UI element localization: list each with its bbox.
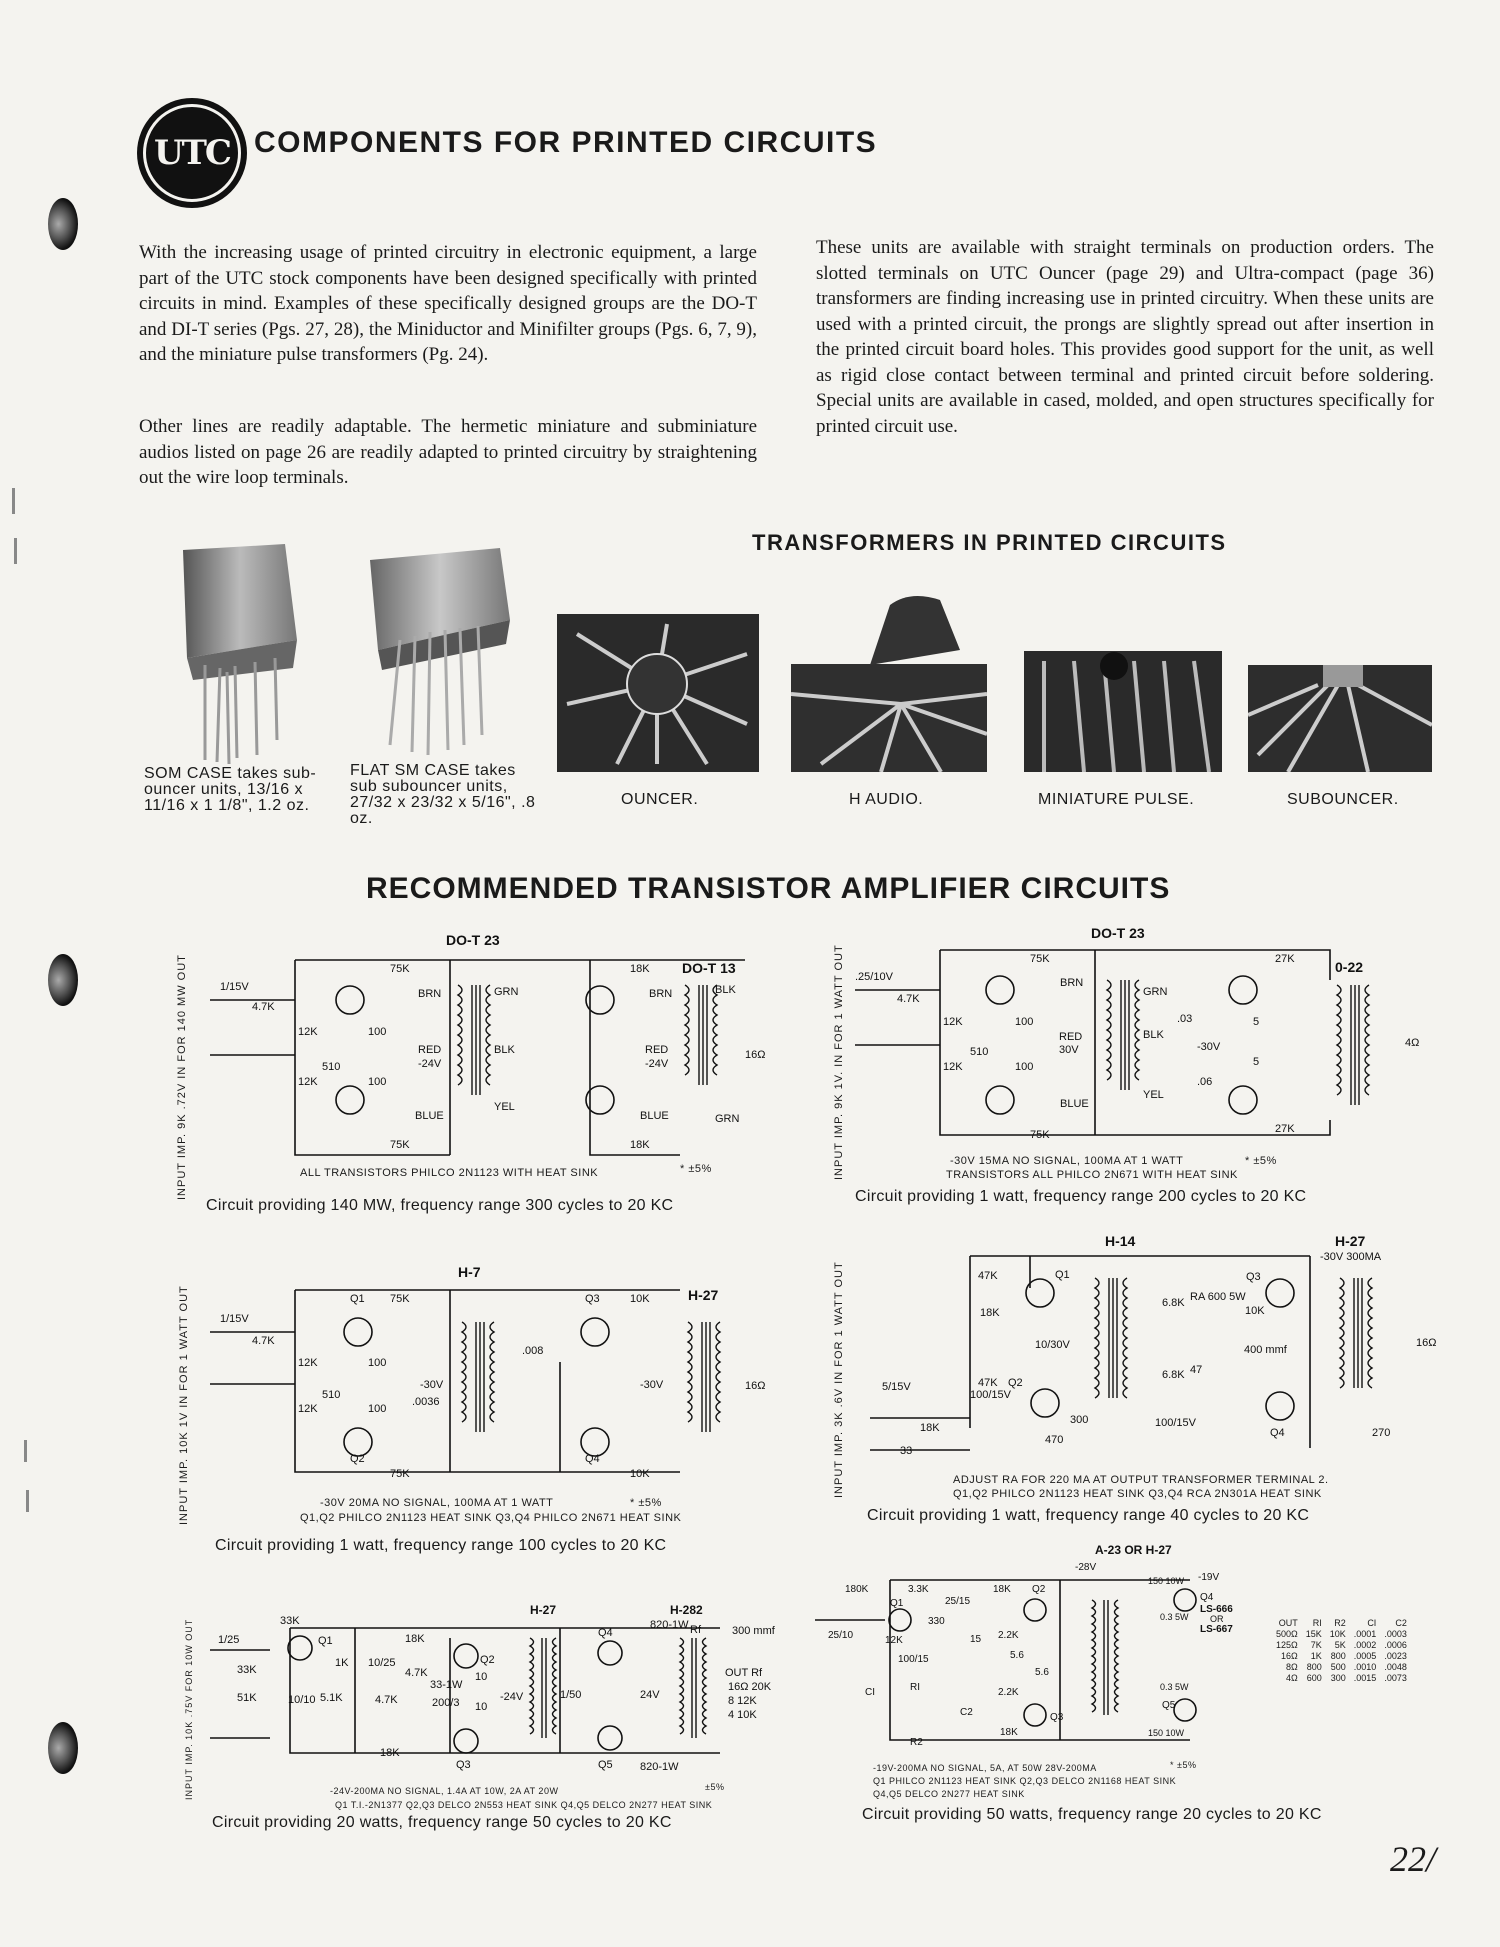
table-row: 125Ω 7K 5K .0002 .0006 — [1276, 1640, 1407, 1650]
circuit-5-note: -24V-200MA NO SIGNAL, 1.4A AT 10W, 2A AT 20W — [330, 1786, 559, 1796]
svg-text:C2: C2 — [960, 1707, 973, 1718]
svg-text:0.3 5W: 0.3 5W — [1160, 1612, 1189, 1622]
svg-text:Q4: Q4 — [585, 1453, 600, 1465]
svg-text:10/10: 10/10 — [288, 1694, 316, 1706]
svg-text:510: 510 — [970, 1046, 989, 1058]
svg-text:5: 5 — [1253, 1016, 1260, 1028]
circuit-6-transistor-note: Q1 PHILCO 2N1123 HEAT SINK Q2,Q3 DELCO 2N1168 HEAT SINK — [873, 1776, 1177, 1786]
svg-text:0-22: 0-22 — [1335, 959, 1364, 975]
svg-text:1/15V: 1/15V — [220, 1313, 249, 1325]
circuit-2-schematic — [845, 920, 1445, 1170]
svg-text:YEL: YEL — [494, 1101, 515, 1113]
flat-sm-case-photo — [360, 540, 520, 765]
circuit-3-schematic — [200, 1262, 770, 1510]
svg-text:Q5: Q5 — [1162, 1700, 1176, 1711]
circuit-2-caption: Circuit providing 1 watt, frequency range 200 cycles to 20 KC — [855, 1188, 1307, 1205]
circuit-6-note: -19V-200MA NO SIGNAL, 5A, AT 50W 28V-200MA — [873, 1763, 1097, 1773]
intro-left-paragraph-1: With the increasing usage of printed circuitry in electronic equipment, a large part of the UTC stock components have been designed specifically with printed circuits in mind. Examples of these specifically designed groups are the DO-T and DI-T series (Pgs. 27, 28), the Miniductor and Minifilter groups (Pgs. 6, 7, 9), and the miniature pulse transformers (Pg. 24). — [139, 242, 757, 365]
svg-text:OR: OR — [1210, 1614, 1224, 1624]
svg-text:Q3: Q3 — [1246, 1271, 1261, 1283]
svg-text:-24V: -24V — [418, 1058, 442, 1070]
table-row: 8Ω 800 500 .0010 .0048 — [1286, 1662, 1407, 1672]
svg-text:150 10W: 150 10W — [1148, 1576, 1185, 1586]
binder-hole — [48, 954, 78, 1006]
miniature-pulse-photo — [1024, 651, 1222, 772]
circuit-2-note: -30V 15MA NO SIGNAL, 100MA AT 1 WATT — [950, 1155, 1184, 1167]
svg-text:16Ω: 16Ω — [745, 1380, 766, 1392]
circuit-5-input-label: INPUT IMP. 10K .75V FOR 10W OUT — [184, 1618, 194, 1800]
svg-text:BRN: BRN — [649, 988, 673, 1000]
svg-text:Q3: Q3 — [1050, 1712, 1064, 1723]
svg-text:RI: RI — [910, 1682, 920, 1693]
svg-text:47: 47 — [1190, 1364, 1203, 1376]
svg-text:10K: 10K — [1245, 1305, 1265, 1317]
svg-text:100: 100 — [368, 1403, 387, 1415]
h-audio-photo — [791, 664, 987, 772]
svg-text:470: 470 — [1045, 1434, 1064, 1446]
svg-text:4 10K: 4 10K — [728, 1709, 757, 1721]
circuit-5-caption: Circuit providing 20 watts, frequency range 50 cycles to 20 KC — [212, 1814, 672, 1831]
subouncer-photo — [1248, 665, 1432, 772]
circuit-4-schematic — [860, 1228, 1440, 1473]
svg-text:180K: 180K — [845, 1584, 869, 1595]
svg-text:270: 270 — [1372, 1427, 1391, 1439]
circuit-4-note: ADJUST RA FOR 220 MA AT OUTPUT TRANSFORMER TERMINAL 2. — [953, 1474, 1329, 1486]
svg-text:75K: 75K — [1030, 1129, 1050, 1141]
svg-text:-28V: -28V — [1075, 1562, 1097, 1573]
svg-text:12K: 12K — [943, 1061, 963, 1073]
svg-text:.0036: .0036 — [412, 1396, 440, 1408]
svg-text:510: 510 — [322, 1061, 341, 1073]
circuit-6-transistor-note-2: Q4,Q5 DELCO 2N277 HEAT SINK — [873, 1789, 1025, 1799]
svg-text:Q3: Q3 — [456, 1759, 471, 1771]
intro-right-paragraph: These units are available with straight terminals on production orders. The slotted terminals on UTC Ouncer (page 29) and Ultra-compact (page 36) transformers are finding increasing use in printed circuitry. When these units are used with a printed circuit, the prongs are slightly spread out after insertion in the printed circuit board holes. This provides good support for the unit, as well as rigid close contact between terminal and printed circuit before soldering. Special units are available in cased, molded, and open structures specifically for printed circuit use. — [816, 237, 1434, 437]
svg-text:.06: .06 — [1197, 1076, 1213, 1088]
svg-text:33-1W: 33-1W — [430, 1679, 463, 1691]
circuit-4-transistor-note: Q1,Q2 PHILCO 2N1123 HEAT SINK Q3,Q4 RCA 2N301A HEAT SINK — [953, 1488, 1322, 1500]
svg-text:GRN: GRN — [494, 986, 519, 998]
svg-text:-30V: -30V — [640, 1379, 664, 1391]
svg-text:1/50: 1/50 — [560, 1689, 582, 1701]
svg-text:300 mmf: 300 mmf — [732, 1625, 775, 1637]
svg-text:H-7: H-7 — [458, 1264, 481, 1280]
svg-text:CI: CI — [865, 1687, 875, 1698]
svg-text:100/15: 100/15 — [898, 1654, 929, 1665]
svg-text:.03: .03 — [1177, 1013, 1193, 1025]
table-row: 16Ω 1K 800 .0005 .0023 — [1281, 1651, 1407, 1661]
svg-text:3.3K: 3.3K — [908, 1584, 929, 1595]
svg-text:2.2K: 2.2K — [998, 1687, 1019, 1698]
svg-text:200/3: 200/3 — [432, 1697, 460, 1709]
svg-text:Q1: Q1 — [318, 1635, 333, 1647]
svg-text:Q2: Q2 — [350, 1453, 365, 1465]
svg-text:75K: 75K — [390, 1468, 410, 1480]
svg-text:-30V: -30V — [1197, 1041, 1221, 1053]
svg-text:8 12K: 8 12K — [728, 1695, 757, 1707]
svg-text:RED: RED — [418, 1044, 442, 1056]
svg-text:5.6: 5.6 — [1010, 1650, 1024, 1661]
svg-text:820-1W: 820-1W — [640, 1761, 679, 1773]
svg-text:DO-T 23: DO-T 23 — [446, 932, 500, 948]
svg-text:33K: 33K — [280, 1615, 300, 1627]
svg-text:10: 10 — [475, 1701, 488, 1713]
svg-text:18K: 18K — [380, 1747, 400, 1759]
svg-text:5.1K: 5.1K — [320, 1692, 343, 1704]
svg-text:-24V: -24V — [500, 1691, 524, 1703]
table-row: OUT RI R2 CI C2 — [1278, 1618, 1407, 1628]
circuit-3-transistor-note: Q1,Q2 PHILCO 2N1123 HEAT SINK Q3,Q4 PHILCO 2N671 HEAT SINK — [300, 1512, 682, 1524]
svg-text:Q2: Q2 — [1008, 1377, 1023, 1389]
svg-text:BRN: BRN — [1060, 977, 1084, 989]
svg-text:4.7K: 4.7K — [375, 1694, 398, 1706]
svg-text:-19V: -19V — [1198, 1572, 1220, 1583]
circuit-2-tolerance: * ±5% — [1245, 1155, 1277, 1167]
svg-text:5.6: 5.6 — [1035, 1667, 1049, 1678]
svg-text:Q1: Q1 — [890, 1598, 904, 1609]
svg-text:100/15V: 100/15V — [970, 1389, 1011, 1401]
svg-text:75K: 75K — [390, 1293, 410, 1305]
svg-text:DO-T 13: DO-T 13 — [682, 960, 736, 976]
svg-text:25/10: 25/10 — [828, 1630, 854, 1641]
intro-left-paragraph-2: Other lines are readily adaptable. The hermetic miniature and subminiature audios listed on page 26 are readily adapted to printed circuitry by straightening out the wire loop terminals. — [139, 416, 757, 488]
svg-text:BLUE: BLUE — [415, 1110, 444, 1122]
svg-text:H-27: H-27 — [688, 1287, 719, 1303]
svg-text:75K: 75K — [1030, 953, 1050, 965]
svg-text:Q2: Q2 — [1032, 1584, 1046, 1595]
svg-text:16Ω: 16Ω — [1416, 1337, 1437, 1349]
svg-text:100: 100 — [368, 1076, 387, 1088]
svg-text:1K: 1K — [335, 1657, 349, 1669]
svg-text:LS-666: LS-666 — [1200, 1604, 1233, 1615]
circuit-1-schematic — [200, 925, 770, 1190]
photo-caption-miniature-pulse: MINIATURE PULSE. — [1038, 791, 1195, 808]
svg-text:16Ω 20K: 16Ω 20K — [728, 1681, 772, 1693]
binder-hole — [48, 1722, 78, 1774]
circuit-4-caption: Circuit providing 1 watt, frequency range 40 cycles to 20 KC — [867, 1507, 1310, 1524]
svg-text:12K: 12K — [298, 1357, 318, 1369]
svg-text:12K: 12K — [885, 1635, 903, 1646]
circuit-3-tolerance: * ±5% — [630, 1497, 662, 1509]
table-row: 4Ω 600 300 .0015 .0073 — [1286, 1673, 1407, 1683]
svg-text:75K: 75K — [390, 1139, 410, 1151]
svg-text:2.2K: 2.2K — [998, 1630, 1019, 1641]
circuit-1-input-label: INPUT IMP. 9K .72V IN FOR 140 MW OUT — [176, 954, 188, 1200]
svg-text:330: 330 — [928, 1616, 945, 1627]
svg-text:75K: 75K — [390, 963, 410, 975]
svg-text:510: 510 — [322, 1389, 341, 1401]
svg-text:15: 15 — [970, 1634, 982, 1645]
svg-text:GRN: GRN — [715, 1113, 740, 1125]
svg-text:100: 100 — [1015, 1016, 1034, 1028]
circuit-1-caption: Circuit providing 140 MW, frequency range 300 cycles to 20 KC — [206, 1197, 674, 1214]
ouncer-photo — [557, 614, 759, 772]
svg-text:47K: 47K — [978, 1377, 998, 1389]
svg-text:4.7K: 4.7K — [252, 1335, 275, 1347]
svg-text:BLK: BLK — [494, 1044, 515, 1056]
svg-text:100: 100 — [368, 1026, 387, 1038]
svg-text:18K: 18K — [630, 963, 650, 975]
utc-logo — [137, 98, 247, 208]
svg-text:BLK: BLK — [1143, 1029, 1164, 1041]
svg-text:10: 10 — [475, 1671, 488, 1683]
photo-caption-subouncer: SUBOUNCER. — [1287, 791, 1399, 808]
svg-text:10/25: 10/25 — [368, 1657, 396, 1669]
circuit-2-input-label: INPUT IMP. 9K 1V. IN FOR 1 WATT OUT — [833, 944, 845, 1180]
svg-text:10/30V: 10/30V — [1035, 1339, 1070, 1351]
svg-text:150 10W: 150 10W — [1148, 1728, 1185, 1738]
svg-text:6.8K: 6.8K — [1162, 1297, 1185, 1309]
circuit-3-input-label: INPUT IMP. 10K 1V IN FOR 1 WATT OUT — [178, 1285, 190, 1525]
circuit-3-note: -30V 20MA NO SIGNAL, 100MA AT 1 WATT — [320, 1497, 554, 1509]
page-title: COMPONENTS FOR PRINTED CIRCUITS — [254, 126, 878, 159]
margin-mark — [26, 1490, 29, 1512]
circuit-5-tolerance: ±5% — [705, 1782, 725, 1792]
svg-text:Q1: Q1 — [350, 1293, 365, 1305]
svg-text:16Ω: 16Ω — [745, 1049, 766, 1061]
transformers-heading: TRANSFORMERS IN PRINTED CIRCUITS — [752, 530, 1227, 555]
svg-text:18K: 18K — [1000, 1727, 1018, 1738]
svg-text:-24V: -24V — [645, 1058, 669, 1070]
svg-text:4.7K: 4.7K — [252, 1001, 275, 1013]
svg-text:H-14: H-14 — [1105, 1233, 1136, 1249]
svg-text:-30V 300MA: -30V 300MA — [1320, 1251, 1382, 1263]
svg-text:H-282: H-282 — [670, 1603, 703, 1617]
flat-sm-case-caption: FLAT SM CASE takes sub subouncer units, 27/32 x 23/32 x 5/16", .8 oz. — [350, 762, 536, 827]
margin-mark — [24, 1440, 27, 1462]
svg-text:Q3: Q3 — [585, 1293, 600, 1305]
svg-text:A-23 OR H-27: A-23 OR H-27 — [1095, 1543, 1172, 1557]
svg-text:OUT Rf: OUT Rf — [725, 1667, 763, 1679]
svg-text:BLUE: BLUE — [1060, 1098, 1089, 1110]
svg-text:1/25: 1/25 — [218, 1634, 240, 1646]
circuit-1-tolerance: * ±5% — [680, 1163, 712, 1175]
photo-caption-ouncer: OUNCER. — [621, 791, 699, 808]
photo-caption-h-audio: H AUDIO. — [849, 791, 924, 808]
svg-text:820-1W: 820-1W — [650, 1619, 689, 1631]
margin-mark — [14, 538, 17, 564]
svg-text:Rf: Rf — [690, 1624, 701, 1636]
circuit-6-output-table — [1272, 1618, 1411, 1684]
svg-text:4.7K: 4.7K — [405, 1667, 428, 1679]
svg-text:Q4: Q4 — [1200, 1592, 1214, 1603]
svg-text:.25/10V: .25/10V — [855, 971, 893, 983]
table-row: 500Ω 15K 10K .0001 .0003 — [1276, 1629, 1407, 1639]
svg-text:18K: 18K — [993, 1584, 1011, 1595]
svg-text:12K: 12K — [298, 1403, 318, 1415]
svg-text:Q1: Q1 — [1055, 1269, 1070, 1281]
svg-text:R2: R2 — [910, 1737, 923, 1748]
svg-text:Q2: Q2 — [480, 1654, 495, 1666]
svg-text:30V: 30V — [1059, 1044, 1079, 1056]
svg-text:.008: .008 — [522, 1345, 544, 1357]
svg-text:BLK: BLK — [715, 984, 736, 996]
binder-hole — [48, 198, 78, 250]
svg-text:24V: 24V — [640, 1689, 660, 1701]
svg-text:BLUE: BLUE — [640, 1110, 669, 1122]
svg-text:H-27: H-27 — [1335, 1233, 1366, 1249]
svg-text:25/15: 25/15 — [945, 1596, 971, 1607]
svg-text:YEL: YEL — [1143, 1089, 1164, 1101]
circuit-5-transistor-note: Q1 T.I.-2N1377 Q2,Q3 DELCO 2N553 HEAT SINK Q4,Q5 DELCO 2N277 HEAT SINK — [335, 1800, 713, 1810]
svg-text:51K: 51K — [237, 1692, 257, 1704]
svg-text:18K: 18K — [630, 1139, 650, 1151]
circuit-3-caption: Circuit providing 1 watt, frequency range 100 cycles to 20 KC — [215, 1537, 667, 1554]
svg-text:100: 100 — [1015, 1061, 1034, 1073]
svg-text:33K: 33K — [237, 1664, 257, 1676]
svg-text:Q4: Q4 — [598, 1627, 613, 1639]
svg-text:10K: 10K — [630, 1293, 650, 1305]
svg-text:GRN: GRN — [1143, 986, 1168, 998]
margin-mark — [12, 488, 15, 514]
svg-text:18K: 18K — [405, 1633, 425, 1645]
svg-text:Q5: Q5 — [598, 1759, 613, 1771]
circuit-2-transistor-note: TRANSISTORS ALL PHILCO 2N671 WITH HEAT SINK — [946, 1169, 1238, 1181]
svg-text:18K: 18K — [920, 1422, 940, 1434]
svg-text:400 mmf: 400 mmf — [1244, 1344, 1287, 1356]
svg-text:47K: 47K — [978, 1270, 998, 1282]
svg-text:Q4: Q4 — [1270, 1427, 1285, 1439]
page-number: 22/ — [1390, 1839, 1437, 1879]
svg-text:12K: 12K — [298, 1026, 318, 1038]
svg-text:BRN: BRN — [418, 988, 442, 1000]
circuits-heading: RECOMMENDED TRANSISTOR AMPLIFIER CIRCUITS — [366, 872, 1171, 905]
som-case-photo — [165, 540, 305, 765]
circuit-4-input-label: INPUT IMP. 3K .6V IN FOR 1 WATT OUT — [833, 1261, 845, 1498]
svg-text:-30V: -30V — [420, 1379, 444, 1391]
svg-text:12K: 12K — [943, 1016, 963, 1028]
svg-text:RED: RED — [645, 1044, 669, 1056]
svg-text:6.8K: 6.8K — [1162, 1369, 1185, 1381]
svg-text:5: 5 — [1253, 1056, 1260, 1068]
svg-text:300: 300 — [1070, 1414, 1089, 1426]
svg-text:LS-667: LS-667 — [1200, 1624, 1233, 1635]
svg-text:RA 600 5W: RA 600 5W — [1190, 1291, 1246, 1303]
circuit-5-schematic — [200, 1598, 800, 1783]
svg-text:10K: 10K — [630, 1468, 650, 1480]
svg-text:4.7K: 4.7K — [897, 993, 920, 1005]
svg-text:33: 33 — [900, 1445, 913, 1457]
circuit-6-tolerance: * ±5% — [1170, 1760, 1197, 1770]
svg-text:4Ω: 4Ω — [1405, 1037, 1420, 1049]
svg-text:18K: 18K — [980, 1307, 1000, 1319]
utc-logo-text: UTC — [143, 104, 241, 202]
svg-text:H-27: H-27 — [530, 1603, 557, 1617]
svg-text:12K: 12K — [298, 1076, 318, 1088]
circuit-1-note: ALL TRANSISTORS PHILCO 2N1123 WITH HEAT SINK — [300, 1167, 599, 1179]
svg-text:27K: 27K — [1275, 953, 1295, 965]
svg-text:DO-T 23: DO-T 23 — [1091, 925, 1145, 941]
svg-text:5/15V: 5/15V — [882, 1381, 911, 1393]
circuit-6-schematic — [810, 1540, 1240, 1765]
circuit-6-caption: Circuit providing 50 watts, frequency range 20 cycles to 20 KC — [862, 1806, 1322, 1823]
svg-text:0.3 5W: 0.3 5W — [1160, 1682, 1189, 1692]
svg-text:1/15V: 1/15V — [220, 981, 249, 993]
svg-text:RED: RED — [1059, 1031, 1083, 1043]
som-case-caption: SOM CASE takes sub- ouncer units, 13/16 x 11/16 x 1 1/8", 1.2 oz. — [144, 765, 317, 814]
svg-text:27K: 27K — [1275, 1123, 1295, 1135]
svg-text:100: 100 — [368, 1357, 387, 1369]
svg-text:100/15V: 100/15V — [1155, 1417, 1196, 1429]
h-audio-can — [860, 590, 970, 670]
